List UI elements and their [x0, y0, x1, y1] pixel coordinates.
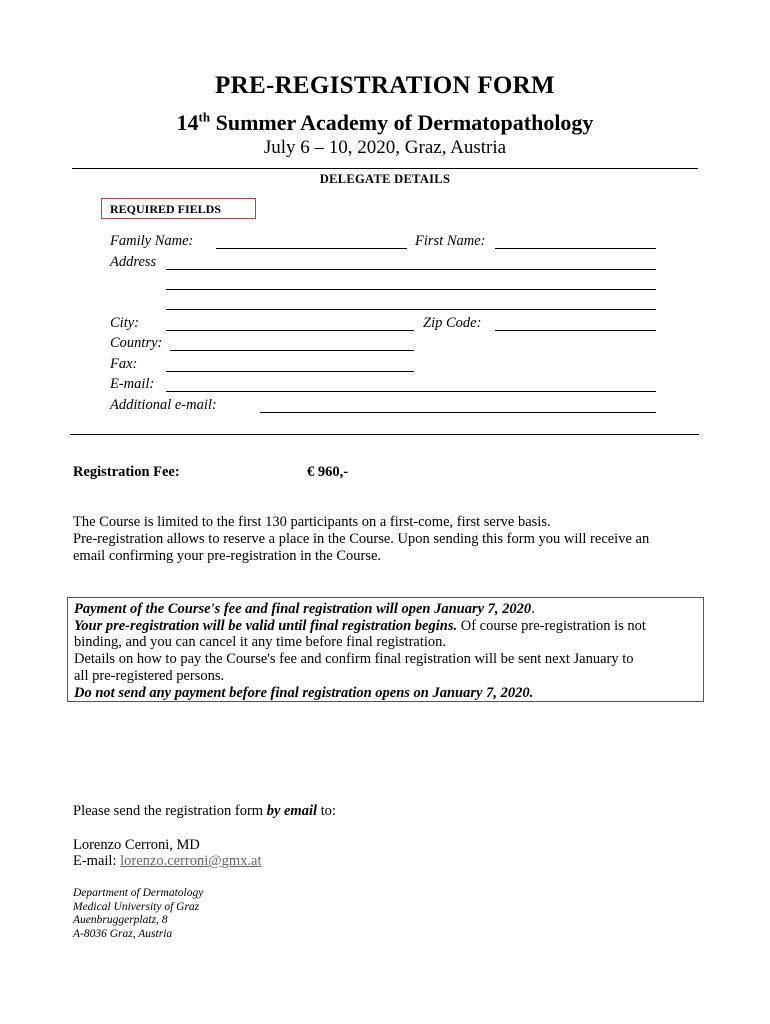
contact-street: Auenbruggerplatz, 8 — [73, 914, 168, 926]
intro-line-3: email confirming your pre-registration in the Course. — [73, 548, 382, 564]
contact-name: Lorenzo Cerroni, MD — [73, 837, 200, 853]
payment-notice-box — [67, 597, 704, 702]
intro-paragraph — [73, 514, 713, 565]
country-label: Country: — [110, 335, 163, 351]
zip-code-label: Zip Code: — [423, 315, 482, 331]
delegate-details-heading: DELEGATE DETAILS — [319, 172, 451, 186]
contact-address — [73, 887, 203, 941]
email-field[interactable] — [166, 391, 656, 392]
city-label: City: — [110, 315, 139, 331]
contact-email-label: E-mail: — [73, 853, 121, 869]
city-field[interactable] — [166, 330, 414, 331]
event-title — [0, 110, 770, 136]
registration-fee-label: Registration Fee: — [73, 464, 180, 480]
contact-department: Department of Dermatology — [73, 887, 204, 899]
header-divider — [72, 168, 698, 169]
contact-city: A-8036 Graz, Austria — [73, 927, 173, 940]
zip-code-field[interactable] — [495, 330, 656, 331]
first-name-field[interactable] — [495, 248, 656, 249]
notice-line-2: Your pre-registration will be valid until final registration begins. Of course pre-registration is not — [74, 617, 646, 634]
notice-line-1: Payment of the Course's fee and final registration will open January 7, 2020. — [74, 601, 535, 617]
fax-label: Fax: — [110, 356, 138, 372]
event-dates: July 6 – 10, 2020, Graz, Austria — [263, 137, 507, 158]
notice-line-3: binding, and you can cancel it any time before final registration. — [74, 634, 447, 651]
address-field-line-3[interactable] — [166, 309, 656, 310]
required-fields-box: REQUIRED FIELDS — [101, 198, 256, 219]
family-name-label: Family Name: — [110, 233, 194, 249]
intro-line-1: The Course is limited to the first 130 participants on a first-come, first serve basis. — [73, 514, 551, 530]
registration-fee-amount: € 960,- — [307, 464, 349, 480]
address-label: Address — [110, 254, 157, 270]
contact-university: Medical University of Graz — [73, 900, 200, 913]
address-field-line-2[interactable] — [166, 289, 656, 290]
email-label: E-mail: — [110, 376, 155, 392]
section-divider — [70, 434, 699, 435]
notice-line-4: Details on how to pay the Course's fee and confirm final registration will be sent next January to — [74, 651, 634, 668]
contact-email-line — [73, 853, 713, 870]
additional-email-label: Additional e-mail: — [110, 397, 217, 413]
intro-line-2: Pre-registration allows to reserve a place in the Course. Upon sending this form you will receive an — [73, 531, 650, 547]
form-title: PRE-REGISTRATION FORM — [215, 72, 555, 99]
notice-line-6: Do not send any payment before final registration opens on January 7, 2020. — [74, 684, 534, 701]
contact-email-link[interactable]: lorenzo.cerroni@gmx.at — [120, 853, 262, 869]
family-name-field[interactable] — [216, 248, 407, 249]
additional-email-field[interactable] — [260, 412, 656, 413]
event-ordinal: 14 — [176, 110, 199, 135]
first-name-label: First Name: — [415, 233, 486, 249]
notice-line-5: all pre-registered persons. — [74, 667, 225, 684]
address-field-line-1[interactable] — [166, 269, 656, 270]
fax-field[interactable] — [166, 371, 414, 372]
send-instructions: Please send the registration form by email to: — [73, 803, 336, 819]
event-name: Summer Academy of Dermatopathology — [210, 110, 594, 135]
country-field[interactable] — [170, 350, 414, 351]
event-ordinal-suffix: th — [198, 109, 211, 125]
